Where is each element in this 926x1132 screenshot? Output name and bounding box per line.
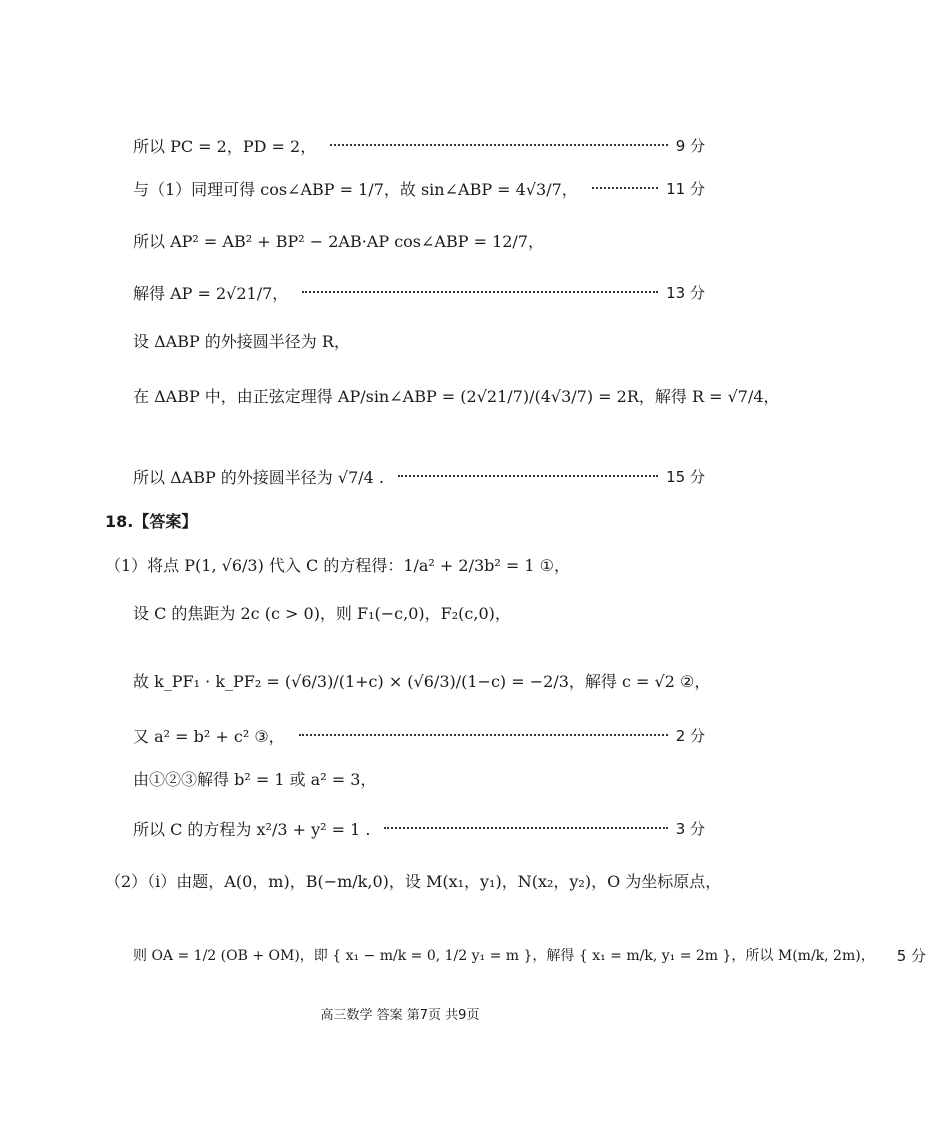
- line-text: 与（1）同理可得 cos∠ABP = 1/7，故 sin∠ABP = 4√3/7，: [133, 179, 578, 199]
- solution-line-2: [133, 168, 705, 208]
- solution-line-10: [133, 660, 711, 700]
- solution-line-4: [133, 272, 705, 312]
- line-text: 解得 AP = 2√21/7，: [133, 283, 289, 303]
- leader-dots: [330, 144, 667, 146]
- line-text: 所以 PC = 2，PD = 2，: [133, 136, 317, 156]
- solution-line-9: [133, 592, 705, 632]
- leader-dots: [592, 187, 658, 189]
- solution-line-7: [133, 456, 705, 496]
- score-label: 3 分: [675, 819, 705, 838]
- solution-line-12: [133, 758, 705, 798]
- solution-line-15: [133, 930, 926, 980]
- leader-dots: [398, 475, 658, 477]
- line-text: 设 ΔABP 的外接圆半径为 R，: [133, 331, 350, 351]
- line-text: 由①②③解得 b² = 1 或 a² = 3，: [133, 769, 377, 789]
- line-text: 所以 C 的方程为 x²/3 + y² = 1 .: [133, 819, 371, 839]
- solution-line-3: [133, 220, 705, 260]
- heading-text: 18.【答案】: [105, 511, 198, 531]
- line-text: （1）将点 P(1, √6/3) 代入 C 的方程得：1/a² + 2/3b² = 1 ①，: [105, 555, 571, 575]
- solution-line-8: [105, 544, 705, 584]
- leader-dots: [302, 291, 658, 293]
- score-label: 11 分: [666, 179, 705, 198]
- line-text: 又 a² = b² + c² ③，: [133, 726, 285, 746]
- score-label: 15 分: [666, 467, 705, 486]
- page-footer: 高三数学 答案 第7页 共9页: [320, 1008, 480, 1023]
- solution-line-6: [133, 375, 780, 415]
- line-text: （2）（i）由题，A(0，m)，B(−m/k,0)，设 M(x₁，y₁)，N(x₂，y₂)，O 为坐标原点，: [105, 871, 722, 891]
- leader-dots: [299, 734, 668, 736]
- solution-line-13: [133, 808, 705, 848]
- solution-line-1: [133, 125, 705, 165]
- line-text: 在 ΔABP 中，由正弦定理得 AP/sin∠ABP = (2√21/7)/(4√3/7) = 2R，解得 R = √7/4，: [133, 386, 780, 406]
- solution-line-5: [133, 320, 705, 360]
- solution-line-11: [133, 715, 705, 755]
- line-text: 所以 AP² = AB² + BP² − 2AB·AP cos∠ABP = 12/7，: [133, 231, 545, 251]
- score-label: 13 分: [666, 283, 705, 302]
- line-text: 则 OA = 1/2 (OB + OM)，即 { x₁ − m/k = 0, 1/2 y₁ = m }，解得 { x₁ = m/k, y₁ = 2m }，所以 M(m/k, 2m)，: [133, 948, 875, 964]
- line-text: 所以 ΔABP 的外接圆半径为 √7/4 .: [133, 467, 385, 487]
- line-text: 设 C 的焦距为 2c (c > 0)，则 F₁(−c,0)，F₂(c,0)，: [133, 603, 511, 623]
- question-18-heading: [105, 500, 705, 540]
- line-text: 故 k_PF₁ · k_PF₂ = (√6/3)/(1+c) × (√6/3)/(1−c) = −2/3，解得 c = √2 ②，: [133, 671, 711, 691]
- score-label: 5 分: [896, 946, 926, 965]
- leader-dots: [384, 827, 667, 829]
- score-label: 2 分: [675, 726, 705, 745]
- solution-line-14: [105, 860, 722, 900]
- score-label: 9 分: [675, 136, 705, 155]
